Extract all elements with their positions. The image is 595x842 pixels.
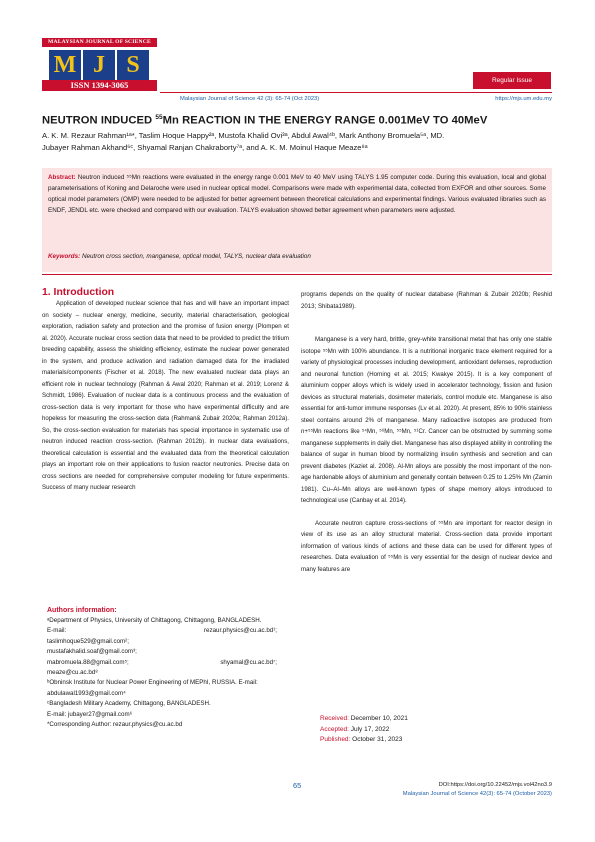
left-column	[42, 298, 289, 494]
email-link[interactable]: mustafakhalid.soaf@gmail.com³;	[47, 648, 137, 656]
paragraph: Application of developed nuclear science that has and will have an important impact on society – nuclear energy, medicine, security, material characterisation, geological exploration, radiation safety and protection and the promise of fusion energy (Plompen et al. 2020). Accurate nuclear cross section data that need to be provided to predict the tritium breeding capability, assess the shielding efficiency, estimate the nuclear power generated in the system, and produce activation and radiation damaged data for the irradiated materials/components (Fischer et al. 2018). The new evaluated nuclear data plays an efficient role in nuclear technology (Rahman & Awal 2020; Rahman et al. 2019; Lorenz & Schmidt, 1986). Evaluation of nuclear data is a continuous process and the evaluation of cross-section data is very important for those who have experimental difficulty and are hopeless for measuring the cross-section data (Rahman& Zubair 2020a; Rahman 2012a). So, the cross-section evaluation for materials has special importance in systematic use of neutron induced reaction cross-section. (Rahman 2012b). In nuclear data evaluations, theoretical calculation is essential and the evaluated data from the theoretical calculation plays an important role on their applications to fusion reactor neutronics. Precise data on cross sections are needed for comprehensive computer modeling for future experiments. Success of many nuclear research	[42, 300, 289, 491]
section-heading-introduction: 1. Introduction	[42, 287, 115, 298]
logo-letter-j: J	[83, 50, 115, 80]
email-link[interactable]: meaze@cu.ac.bd⁸	[47, 669, 98, 677]
issue-type-badge: Regular Issue	[473, 72, 551, 89]
abstract-text: Neutron induced ⁵⁵Mn reactions were evaluated in the energy range 0.001 MeV to 40 MeV using TALYS 1.95 computer code. During this evaluation, local and global parameterisations of Koning and Delaroche were used in nuclear optical model. Comparisons were made with experimental data, collected from EXFOR and other sources. Some optical model parameters (OMP) were needed to be adjusted for better agreement between theoretical calculations and experimental findings. Various evaluated libraries such as ENDF, JENDL etc. were checked and compared with our evaluation. TALYS evaluation showed better agreement when parameters were adjusted.	[48, 174, 546, 215]
author-info	[47, 616, 277, 730]
author-list	[42, 130, 557, 155]
author-info-heading: Authors information:	[47, 607, 117, 614]
paragraph: Accurate neutron capture cross-sections of ⁵⁵Mn are important for reactor design in view of its use as an alloy structural material. Cross-section data provide important information of various kinds of actions and these data can be used for different types of researches. Data evaluation of ⁵⁵Mn is very essential for the design of nuclear device and many features are	[301, 519, 552, 573]
title-part1: NEUTRON INDUCED	[42, 114, 156, 127]
paper-title	[42, 114, 557, 127]
header-journal-url[interactable]: https://mjs.um.edu.my	[495, 96, 552, 102]
email-row	[47, 658, 277, 668]
email-link[interactable]: shyamal@cu.ac.bd⁷;	[220, 658, 277, 666]
email-link[interactable]: taslimhoque529@gmail.com²;	[47, 637, 129, 645]
paragraph: Manganese is a very hard, brittle, grey-white transitional metal that has only one stable isotope ⁵⁵Mn with 100% abundance. It is a nutritional inorganic trace element required for a variety of physiological processes including development, antioxidant defenses, reproduction and neuronal function (Horning et al. 2015; Kwakye 2015). It is a key component of aluminium copper alloys which is widely used in accelerator technology, fission and fusion devices as structural materials, dosimeter materials, control module etc. Manganese is also essential for anti-tumor immune responses (Lv et al. 2020). At present, 85% to 90% stainless steel contains around 2% of manganese. Many radioactive isotopes are produced from n+⁵⁵Mn reactions like ⁵⁴Mn, ⁵⁶Mn, ⁵⁵Mn, ⁵¹Cr. Cancer can be obstructed by summing some manganese supplements in daily diet. Manganese has also displayed ability in controlling the balance of sugar in human blood by normalizing insulin synthesis and secretion and can prevent diabetes (Kaziet al. 2008). Al-Mn alloys are possibly the most important of the non-age hardenable alloys of aluminium and generally contain between 0.25 to 1.25% Mn (Zamin 1981). Cu–Al–Mn alloys are well-known types of shape memory alloys introduced to technological use (Canbay et al. 2014).	[301, 336, 552, 504]
author-line-2: Jubayer Rahman Akhand⁶ᶜ, Shyamal Ranjan Chakraborty⁷ᵃ, and A. K. M. Moinul Haque Meaze⁸ᵃ	[42, 143, 368, 153]
email-link[interactable]: mabromuela.88@gmail.com⁵;	[47, 658, 129, 666]
footer-citation	[403, 781, 552, 799]
publication-dates	[320, 714, 408, 746]
header-divider	[160, 92, 552, 93]
author-line-1: A. K. M. Rezaur Rahman¹ᵃ*, Taslim Hoque Happy²ᵃ, Mustofa Khalid Ovi³ᵃ, Abdul Awal⁴ᵇ, Mark Anthony Bromuela⁵ᵃ, MD.	[42, 131, 445, 140]
affiliation-b: ᵇObninsk Institute for Nuclear Power Engineering of MEPhI, RUSSIA. E-mail: abdulawal1993@gmail.com⁴	[47, 679, 258, 697]
affiliation-c-email: E-mail: jubayer27@gmail.com⁶	[47, 710, 133, 718]
affiliation-a: ᵃDepartment of Physics, University of Chittagong, Chittagong, BANGLADESH.	[47, 617, 262, 624]
email-label: E-mail:	[47, 627, 67, 635]
issn-label: ISSN 1394-3065	[42, 80, 157, 91]
keywords	[48, 253, 546, 260]
header-journal-citation: Malaysian Journal of Science 42 (3): 65-74 (Oct 2023)	[180, 96, 320, 102]
received-date: Received: December 10, 2021	[320, 715, 408, 722]
published-date: Published: October 31, 2023	[320, 736, 403, 743]
accepted-date: Accepted: July 17, 2022	[320, 725, 390, 733]
right-column	[301, 289, 552, 575]
email-row	[47, 626, 277, 636]
corresponding-author: *Corresponding Author: rezaur.physics@cu.ac.bd	[47, 721, 183, 729]
logo-letter-s: S	[117, 50, 149, 80]
title-part2: Mn REACTION IN THE ENERGY RANGE 0.001MeV TO 40MeV	[162, 114, 488, 127]
keywords-text: Neutron cross section, manganese, optical model, TALYS, nuclear data evaluation	[81, 253, 311, 260]
abstract-divider	[42, 274, 552, 275]
logo-letter-m: M	[49, 50, 81, 80]
affiliation-c: ᶜBangladesh Military Academy, Chittagong, BANGLADESH.	[47, 700, 211, 708]
journal-logo-banner: MALAYSIAN JOURNAL OF SCIENCE	[42, 38, 157, 47]
title-sup: 55	[155, 114, 163, 121]
keywords-label: Keywords:	[48, 253, 81, 260]
footer-journal: Malaysian Journal of Science 42(3): 65-74 (October 2023)	[402, 791, 552, 797]
abstract-label: Abstract:	[48, 174, 76, 181]
email-link[interactable]: rezaur.physics@cu.ac.bd¹;	[204, 627, 277, 635]
page-number: 65	[293, 781, 302, 790]
doi-link[interactable]: DOI:https://doi.org/10.22452/mjs.vol42no3.9	[438, 782, 552, 788]
journal-logo	[49, 50, 149, 80]
abstract	[48, 172, 546, 216]
paragraph: programs depends on the quality of nuclear database (Rahman & Zubair 2020b; Reshid 2013; Shibata1989).	[301, 291, 552, 310]
